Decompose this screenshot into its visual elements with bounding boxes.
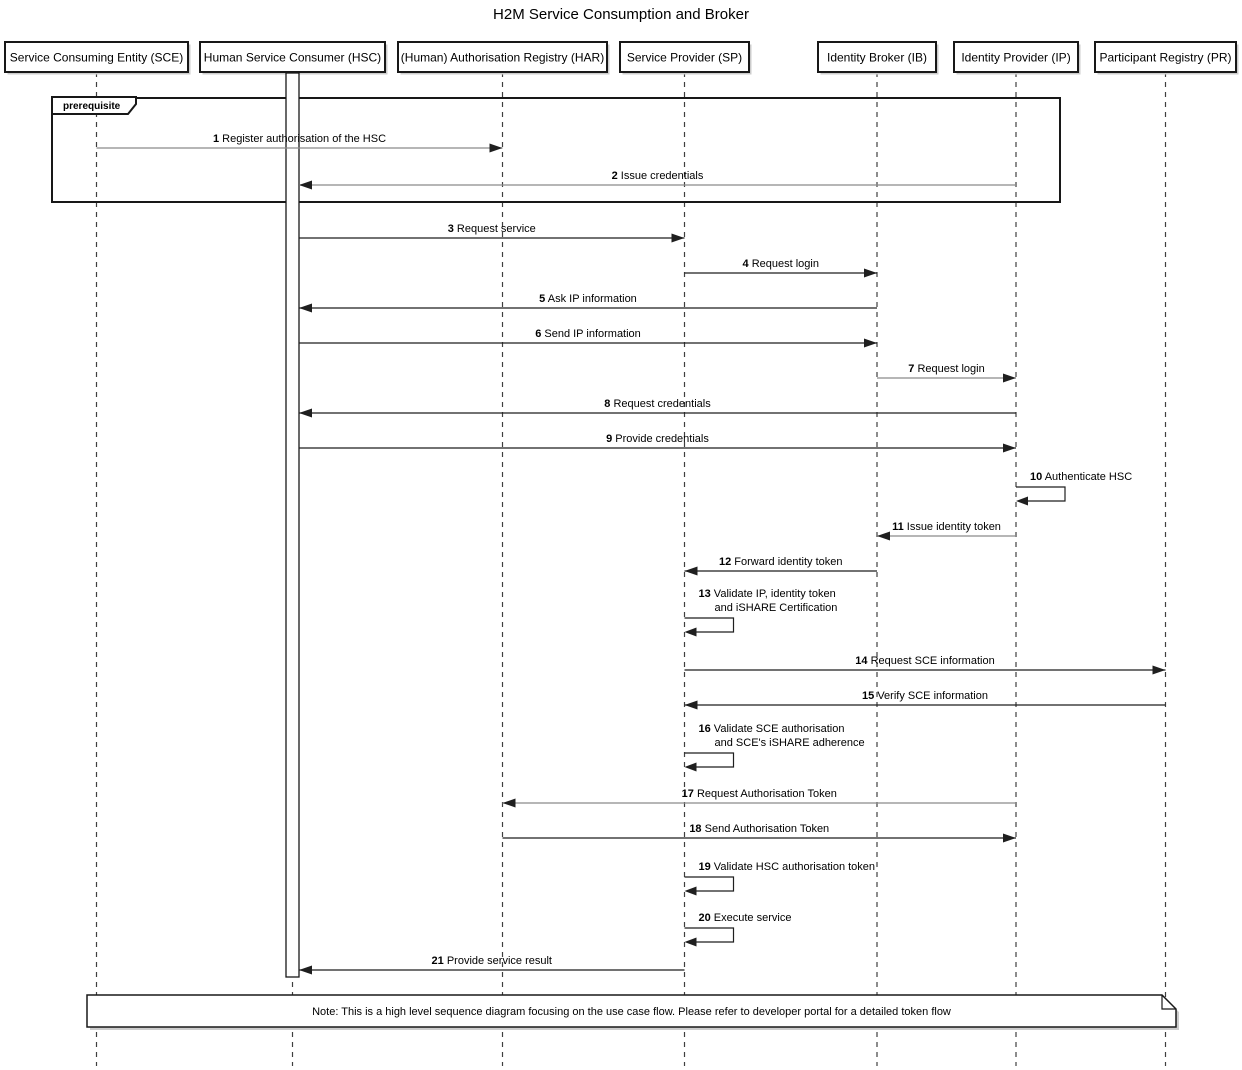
message-arrowhead-2 [299, 181, 312, 190]
message-arrowhead-9 [1003, 444, 1016, 453]
lifelines-layer [5, 42, 1239, 1066]
message-14 [685, 655, 1166, 675]
message-label-18: 18 Send Authorisation Token [689, 823, 830, 835]
message-2 [299, 170, 1016, 190]
message-15 [685, 690, 1166, 710]
message-19 [685, 861, 876, 896]
message-5 [299, 293, 877, 313]
message-17 [503, 788, 1017, 808]
message-label-2: 2 Issue credentials [611, 170, 704, 182]
message-label-11: 11 Issue identity token [892, 521, 1001, 533]
note-layer [87, 995, 1179, 1030]
prerequisite-frame [52, 98, 1060, 202]
message-6 [299, 328, 877, 348]
message-label-10: 10 Authenticate HSC [1030, 471, 1133, 483]
message-arrowhead-15 [685, 701, 698, 710]
message-label-12: 12 Forward identity token [718, 556, 843, 568]
message-arrowhead-11 [877, 532, 890, 541]
message-arrowhead-8 [299, 409, 312, 418]
message-arrowhead-3 [672, 234, 685, 243]
message-label-16-line2: and SCE's iSHARE adherence [714, 737, 865, 749]
message-arrowhead-12 [685, 567, 698, 576]
message-label-14: 14 Request SCE information [855, 655, 995, 667]
message-arrowhead-20 [685, 938, 697, 947]
message-label-15: 15 Verify SCE information [862, 690, 988, 702]
activation-layer [286, 73, 299, 977]
participant-label-IP: Identity Provider (IP) [961, 50, 1071, 65]
messages-layer [97, 133, 1166, 975]
message-label-20: 20 Execute service [698, 912, 792, 924]
participant-label-HAR: (Human) Authorisation Registry (HAR) [400, 50, 605, 65]
participant-label-SCE: Service Consuming Entity (SCE) [9, 50, 184, 65]
message-8 [299, 398, 1016, 418]
activation-bar-HSC [286, 73, 299, 977]
message-label-7: 7 Request login [908, 363, 985, 375]
message-label-21: 21 Provide service result [431, 955, 552, 967]
message-20 [685, 912, 792, 947]
message-21 [299, 955, 685, 975]
message-arrowhead-13 [685, 628, 697, 637]
message-arrowhead-7 [1003, 374, 1016, 383]
message-label-5: 5 Ask IP information [539, 293, 637, 305]
message-13 [685, 588, 838, 637]
diagram-title: H2M Service Consumption and Broker [493, 6, 749, 23]
message-4 [685, 258, 878, 278]
message-arrowhead-21 [299, 966, 312, 975]
participant-label-SP: Service Provider (SP) [626, 50, 743, 65]
message-arrowhead-19 [685, 887, 697, 896]
message-label-6: 6 Send IP information [535, 328, 641, 340]
prerequisite-frame-layer [52, 97, 1060, 202]
message-10 [1016, 471, 1132, 506]
message-label-9: 9 Provide credentials [606, 433, 709, 445]
message-label-19: 19 Validate HSC authorisation token [698, 861, 876, 873]
message-arrowhead-17 [503, 799, 516, 808]
message-11 [877, 521, 1016, 541]
message-arrowhead-1 [490, 144, 503, 153]
prerequisite-frame-label: prerequisite [63, 101, 121, 112]
message-3 [299, 223, 685, 243]
message-label-13-line2: and iSHARE Certification [714, 602, 838, 614]
participant-label-IB: Identity Broker (IB) [826, 50, 928, 65]
message-arrowhead-10 [1016, 497, 1028, 506]
message-arrowhead-14 [1153, 666, 1166, 675]
message-18 [503, 823, 1017, 843]
message-arrowhead-18 [1003, 834, 1016, 843]
message-label-3: 3 Request service [447, 223, 536, 235]
message-arrowhead-16 [685, 763, 697, 772]
note-text: Note: This is a high level sequence diagram focusing on the use case flow. Please refer to developer portal for a detailed token flow [312, 1006, 951, 1018]
message-arrowhead-6 [864, 339, 877, 348]
message-label-4: 4 Request login [742, 258, 819, 270]
participant-label-PR: Participant Registry (PR) [1099, 50, 1232, 65]
message-12 [685, 556, 878, 576]
message-arrowhead-5 [299, 304, 312, 313]
message-label-13: 13 Validate IP, identity token [698, 588, 836, 600]
message-arrowhead-4 [864, 269, 877, 278]
message-16 [685, 723, 865, 772]
message-7 [877, 363, 1016, 383]
message-label-17: 17 Request Authorisation Token [681, 788, 837, 800]
message-label-16: 16 Validate SCE authorisation [698, 723, 845, 735]
message-9 [299, 433, 1016, 453]
participant-label-HSC: Human Service Consumer (HSC) [203, 50, 382, 65]
message-label-8: 8 Request credentials [604, 398, 711, 410]
message-label-1: 1 Register authorisation of the HSC [212, 133, 387, 145]
